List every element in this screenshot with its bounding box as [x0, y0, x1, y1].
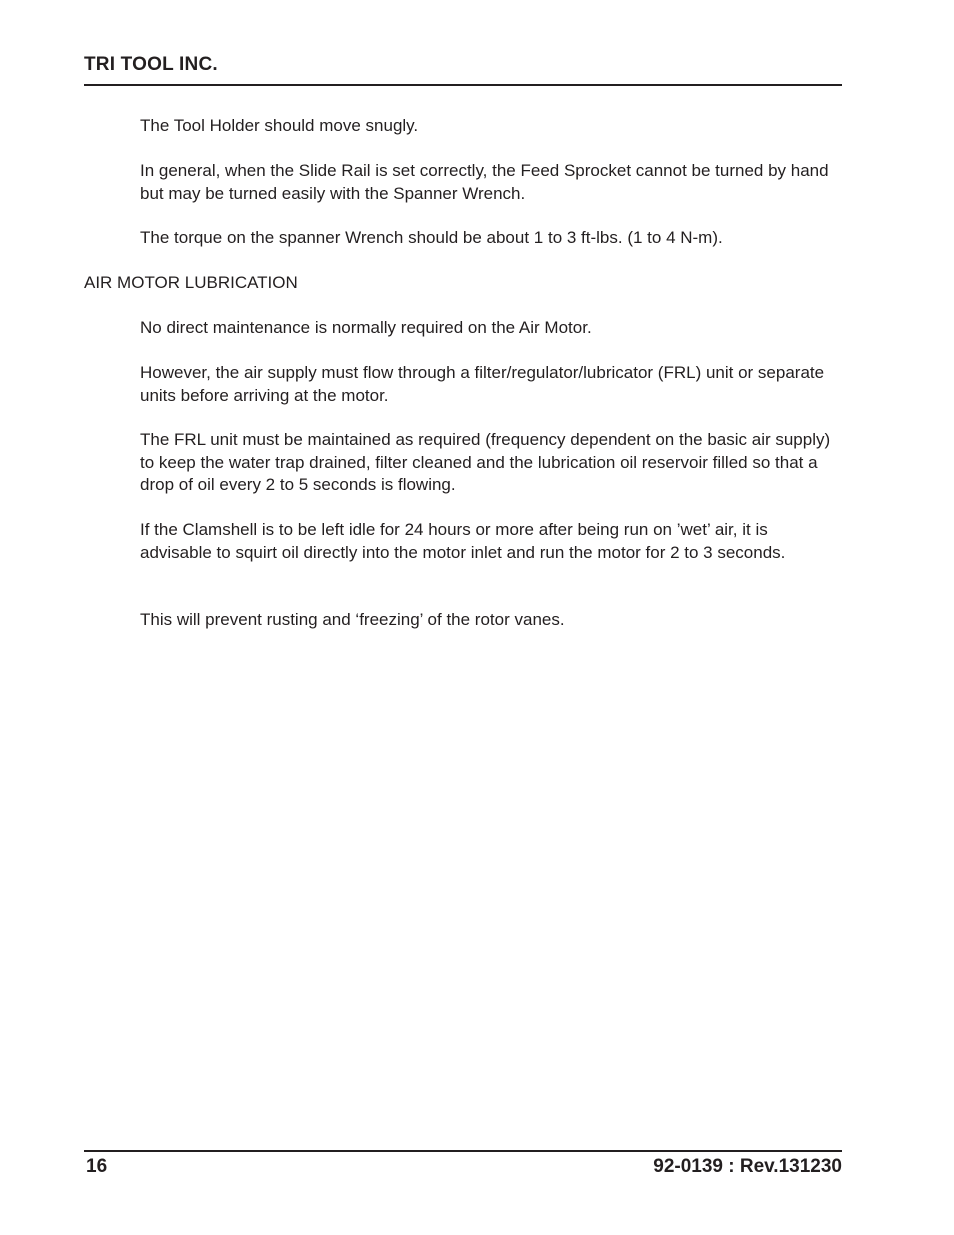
header-divider	[84, 84, 842, 86]
document-revision: 92-0139 : Rev.131230	[653, 1156, 842, 1177]
paragraph-torque: The torque on the spanner Wrench should be about 1 to 3 ft-lbs. (1 to 4 N-m).	[140, 228, 723, 247]
company-header: TRI TOOL INC.	[84, 54, 218, 75]
paragraph-tool-holder: The Tool Holder should move snugly.	[140, 116, 419, 135]
paragraph-no-maintenance: No direct maintenance is normally required on the Air Motor.	[140, 318, 592, 337]
paragraph-frl-unit: The FRL unit must be maintained as required (frequency dependent on the basic air supply) to keep the water trap drained, filter cleaned and the lubrication oil reservoir filled so that a drop of oil every 2 to 5 seconds is flowing.	[140, 430, 831, 494]
section-heading: AIR MOTOR LUBRICATION	[84, 273, 298, 292]
paragraph-prevent-rust: This will prevent rusting and ‘freezing’ of the rotor vanes.	[140, 610, 565, 629]
paragraph-idle-clamshell: If the Clamshell is to be left idle for 24 hours or more after being run on ’wet’ air, it is advisable to squirt oil directly into the motor inlet and run the motor for 2 to 3 seconds.	[140, 520, 786, 562]
paragraph-slide-rail: In general, when the Slide Rail is set correctly, the Feed Sprocket cannot be turned by hand but may be turned easily with the Spanner Wrench.	[140, 161, 829, 203]
footer-divider	[84, 1150, 842, 1152]
paragraph-air-supply: However, the air supply must flow through a filter/regulator/lubricator (FRL) unit or separate units before arriving at the motor.	[140, 363, 825, 405]
page-number: 16	[86, 1156, 108, 1177]
